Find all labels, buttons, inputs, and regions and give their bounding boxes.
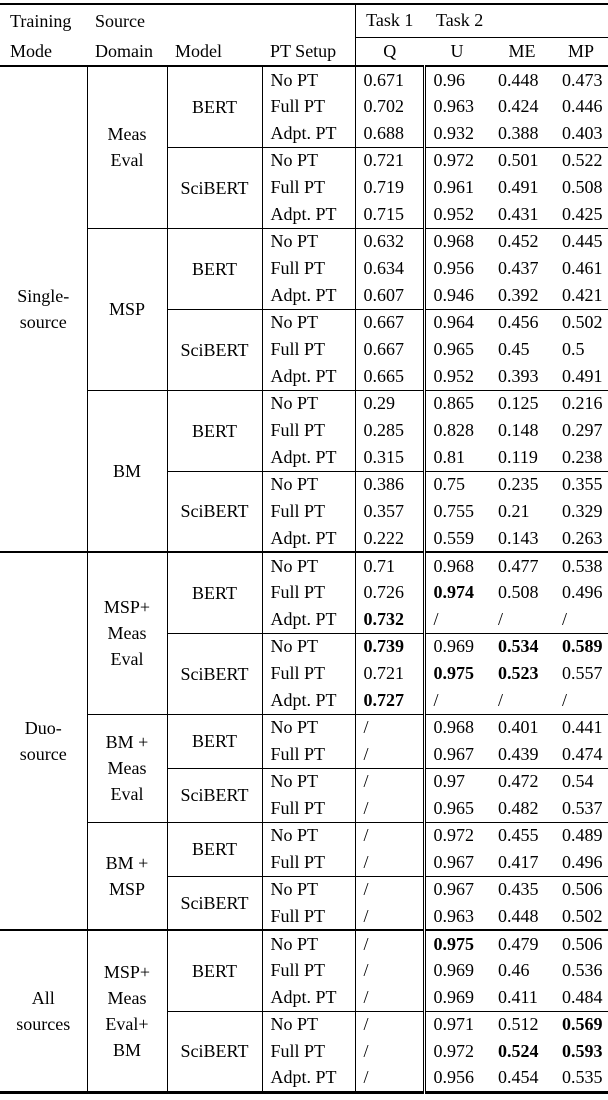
q-value: /: [355, 984, 424, 1011]
u-value: 0.969: [424, 633, 490, 660]
header-spacer: [167, 4, 262, 37]
q-value: 0.357: [355, 498, 424, 525]
u-value: 0.975: [424, 930, 490, 957]
mp-value: 0.445: [554, 228, 608, 255]
me-value: 0.477: [490, 552, 554, 579]
model-cell: SciBERT: [167, 147, 262, 228]
mode-label-line: Single-: [17, 286, 70, 306]
mp-value: 0.297: [562, 420, 603, 440]
me-value: 0.512: [490, 1011, 554, 1038]
mp-value: /: [562, 608, 568, 629]
me-value: 0.125: [490, 390, 554, 417]
u-value: 0.559: [433, 527, 474, 548]
u-value: 0.968: [424, 552, 490, 579]
mode-label-line: sources: [16, 1013, 71, 1034]
pt-setup-cell: No PT: [262, 1011, 355, 1038]
header-pt-setup: PT Setup: [262, 37, 355, 66]
mp-value: 0.506: [554, 876, 608, 903]
mp-value: 0.537: [562, 797, 603, 818]
mp-value: 0.484: [562, 986, 603, 1007]
u-value: 0.952: [433, 203, 474, 224]
u-value: 0.974: [433, 582, 474, 602]
domain-label-line: MSP+: [103, 597, 151, 618]
u-value: 0.963: [433, 905, 474, 926]
pt-setup-cell: Adpt. PT: [262, 120, 355, 147]
source-domain-cell: [87, 228, 167, 390]
mp-value: 0.216: [554, 390, 608, 417]
header-row-1: [0, 4, 608, 37]
model-cell: BERT: [167, 822, 262, 876]
mp-value: 0.496: [562, 582, 603, 602]
header-task2: Task 2: [424, 4, 608, 37]
mp-value: 0.502: [562, 905, 603, 926]
me-value: 0.448: [498, 905, 539, 926]
u-value: 0.946: [433, 284, 474, 305]
u-value: 0.969: [433, 986, 474, 1007]
u-value: 0.965: [433, 797, 474, 818]
source-domain-cell: [87, 930, 167, 1092]
u-value: 0.755: [433, 501, 474, 521]
me-value: 0.472: [490, 768, 554, 795]
header-training: Training: [10, 10, 72, 31]
pt-setup-cell: Full PT: [262, 741, 355, 768]
table-row: [0, 822, 608, 849]
q-value: 0.727: [355, 687, 424, 714]
q-value: 0.667: [355, 336, 424, 363]
me-value: 0.235: [490, 471, 554, 498]
mp-value: 0.536: [562, 960, 603, 980]
pt-setup-cell: Adpt. PT: [262, 984, 355, 1011]
pt-setup-cell: Full PT: [262, 417, 355, 444]
q-value: /: [355, 1011, 424, 1038]
mode-label-line: Duo-: [24, 718, 62, 738]
mp-value: 0.506: [554, 930, 608, 957]
me-value: 0.431: [498, 203, 539, 224]
me-value: 0.417: [498, 851, 539, 872]
mp-value: 0.441: [554, 714, 608, 741]
me-value: 0.435: [490, 876, 554, 903]
pt-setup-cell: No PT: [262, 552, 355, 579]
training-mode-cell: [0, 66, 87, 552]
u-value: 0.963: [433, 96, 474, 116]
pt-setup-cell: Full PT: [262, 336, 355, 363]
me-value: 0.448: [498, 69, 539, 90]
model-cell: BERT: [167, 930, 262, 1011]
pt-setup-cell: Full PT: [262, 1038, 355, 1065]
q-value: 0.632: [355, 228, 424, 255]
mp-value: 0.489: [554, 822, 608, 849]
domain-label-line: Eval: [110, 784, 144, 804]
domain-label-line: BM: [112, 460, 141, 481]
me-value: 0.401: [490, 714, 554, 741]
q-value: 0.667: [355, 309, 424, 336]
me-value: 0.21: [498, 501, 530, 521]
me-value: 0.424: [498, 96, 539, 116]
u-value: 0.964: [424, 309, 490, 336]
q-value: 0.671: [355, 66, 424, 93]
pt-setup-cell: Adpt. PT: [262, 606, 355, 633]
q-value: 0.665: [355, 363, 424, 390]
header-spacer: [262, 4, 355, 37]
model-cell: SciBERT: [167, 309, 262, 390]
table-row: [0, 66, 608, 93]
pt-setup-cell: Full PT: [262, 660, 355, 687]
q-value: 0.715: [355, 201, 424, 228]
q-value: /: [355, 1038, 424, 1065]
me-value: 0.456: [490, 309, 554, 336]
mp-value: 0.54: [554, 768, 608, 795]
u-value: 0.968: [424, 228, 490, 255]
pt-setup-cell: Adpt. PT: [262, 1065, 355, 1092]
pt-setup-cell: Full PT: [262, 957, 355, 984]
pt-setup-cell: Adpt. PT: [262, 201, 355, 228]
pt-setup-cell: No PT: [262, 633, 355, 660]
pt-setup-cell: No PT: [262, 876, 355, 903]
source-domain-cell: [87, 552, 167, 714]
domain-label-line: Meas: [107, 124, 147, 145]
q-value: 0.702: [355, 93, 424, 120]
me-value: 0.501: [490, 147, 554, 174]
mp-value: 0.421: [562, 284, 603, 305]
header-model: Model: [167, 37, 262, 66]
q-value: 0.285: [355, 417, 424, 444]
pt-setup-cell: No PT: [262, 822, 355, 849]
source-domain-cell: [87, 390, 167, 552]
domain-label-line: Eval: [110, 649, 144, 670]
q-value: /: [355, 903, 424, 930]
header-metric-u: U: [424, 37, 490, 66]
pt-setup-cell: Adpt. PT: [262, 525, 355, 552]
u-value: 0.828: [433, 420, 474, 440]
u-value: 0.961: [433, 177, 474, 197]
u-value: 0.956: [433, 258, 474, 278]
u-value: /: [433, 608, 439, 629]
pt-setup-cell: No PT: [262, 390, 355, 417]
model-cell: SciBERT: [167, 1011, 262, 1092]
me-value: 0.534: [490, 633, 554, 660]
u-value: 0.975: [433, 663, 474, 683]
q-value: 0.732: [355, 606, 424, 633]
pt-setup-cell: Full PT: [262, 579, 355, 606]
table-row: [0, 930, 608, 957]
training-mode-cell: [0, 930, 87, 1092]
mp-value: 0.425: [562, 203, 603, 224]
header-row-2: [0, 37, 608, 66]
q-value: /: [355, 1065, 424, 1092]
header-source: Source: [95, 10, 145, 31]
q-value: 0.719: [355, 174, 424, 201]
q-value: 0.71: [355, 552, 424, 579]
q-value: 0.315: [355, 444, 424, 471]
mp-value: 0.474: [562, 743, 603, 764]
u-value: 0.956: [433, 1067, 474, 1088]
me-value: /: [498, 608, 504, 629]
mp-value: 0.557: [562, 663, 603, 683]
u-value: 0.952: [433, 365, 474, 386]
pt-setup-cell: Full PT: [262, 903, 355, 930]
me-value: 0.437: [498, 258, 539, 278]
me-value: 0.479: [490, 930, 554, 957]
q-value: /: [355, 957, 424, 984]
u-value: 0.969: [433, 960, 474, 980]
u-value: 0.865: [424, 390, 490, 417]
source-domain-cell: [87, 714, 167, 822]
model-cell: BERT: [167, 714, 262, 768]
domain-label-line: BM +: [105, 852, 149, 873]
mp-value: /: [562, 689, 568, 710]
mp-value: 0.569: [554, 1011, 608, 1038]
header-metric-mp: MP: [554, 37, 608, 66]
me-value: 0.524: [498, 1041, 539, 1061]
u-value: 0.81: [433, 446, 465, 467]
q-value: /: [355, 849, 424, 876]
mp-value: 0.496: [562, 851, 603, 872]
me-value: 0.148: [498, 420, 539, 440]
mode-label-line: All: [31, 987, 55, 1008]
mp-value: 0.5: [562, 339, 585, 359]
q-value: /: [355, 768, 424, 795]
header-task1: Task 1: [355, 4, 424, 37]
q-value: 0.721: [355, 660, 424, 687]
domain-label-line: Eval+: [105, 1013, 149, 1034]
mp-value: 0.502: [554, 309, 608, 336]
model-cell: SciBERT: [167, 471, 262, 552]
mp-value: 0.535: [562, 1067, 603, 1088]
q-value: 0.726: [355, 579, 424, 606]
mp-value: 0.355: [554, 471, 608, 498]
u-value: 0.932: [433, 122, 474, 143]
mp-value: 0.491: [562, 365, 603, 386]
mp-value: 0.461: [562, 258, 603, 278]
q-value: /: [355, 822, 424, 849]
pt-setup-cell: No PT: [262, 714, 355, 741]
q-value: /: [355, 930, 424, 957]
pt-setup-cell: Full PT: [262, 849, 355, 876]
domain-label-line: MSP: [108, 299, 146, 319]
u-value: 0.967: [433, 851, 474, 872]
model-cell: SciBERT: [167, 768, 262, 822]
me-value: 0.393: [498, 365, 539, 386]
q-value: 0.607: [355, 282, 424, 309]
pt-setup-cell: Full PT: [262, 498, 355, 525]
source-domain-cell: [87, 66, 167, 228]
me-value: 0.119: [498, 446, 538, 467]
model-cell: SciBERT: [167, 633, 262, 714]
pt-setup-cell: No PT: [262, 66, 355, 93]
header-metric-me: ME: [490, 37, 554, 66]
model-cell: BERT: [167, 390, 262, 471]
q-value: /: [355, 876, 424, 903]
q-value: /: [355, 741, 424, 768]
mp-value: 0.593: [562, 1041, 603, 1061]
me-value: 0.482: [498, 797, 539, 818]
domain-label-line: Meas: [107, 623, 147, 644]
source-domain-cell: [87, 822, 167, 930]
u-value: 0.971: [424, 1011, 490, 1038]
me-value: 0.392: [498, 284, 539, 305]
table-row: [0, 390, 608, 417]
domain-label-line: BM +: [105, 732, 149, 752]
pt-setup-cell: Adpt. PT: [262, 282, 355, 309]
domain-label-line: MSP: [108, 878, 146, 899]
me-value: 0.455: [490, 822, 554, 849]
me-value: 0.411: [498, 986, 538, 1007]
pt-setup-cell: No PT: [262, 768, 355, 795]
table-row: [0, 552, 608, 579]
pt-setup-cell: Full PT: [262, 93, 355, 120]
u-value: 0.968: [424, 714, 490, 741]
u-value: 0.967: [424, 876, 490, 903]
domain-label-line: Eval: [110, 150, 144, 171]
q-value: 0.634: [355, 255, 424, 282]
header-domain: Domain: [87, 37, 167, 66]
u-value: 0.97: [424, 768, 490, 795]
q-value: /: [355, 714, 424, 741]
me-value: 0.46: [498, 960, 530, 980]
q-value: 0.222: [355, 525, 424, 552]
mode-label-line: source: [19, 744, 67, 764]
pt-setup-cell: Full PT: [262, 174, 355, 201]
domain-label-line: BM: [112, 1039, 141, 1060]
q-value: 0.721: [355, 147, 424, 174]
me-value: 0.143: [498, 527, 539, 548]
u-value: /: [433, 689, 439, 710]
u-value: 0.96: [433, 69, 465, 90]
u-value: 0.972: [433, 1041, 474, 1061]
u-value: 0.965: [433, 339, 474, 359]
me-value: 0.439: [498, 743, 539, 764]
q-value: 0.29: [355, 390, 424, 417]
q-value: /: [355, 795, 424, 822]
model-cell: SciBERT: [167, 876, 262, 930]
mp-value: 0.522: [554, 147, 608, 174]
me-value: 0.508: [498, 582, 539, 602]
header-metric-q: Q: [355, 37, 424, 66]
mp-value: 0.538: [554, 552, 608, 579]
q-value: 0.386: [355, 471, 424, 498]
me-value: 0.491: [498, 177, 539, 197]
mp-value: 0.238: [562, 446, 603, 467]
pt-setup-cell: Adpt. PT: [262, 444, 355, 471]
me-value: 0.454: [498, 1067, 539, 1088]
me-value: 0.45: [498, 339, 530, 359]
mode-label-line: source: [19, 312, 67, 332]
model-cell: BERT: [167, 552, 262, 633]
mp-value: 0.589: [554, 633, 608, 660]
model-cell: BERT: [167, 228, 262, 309]
me-value: /: [498, 689, 504, 710]
u-value: 0.972: [424, 147, 490, 174]
u-value: 0.967: [433, 743, 474, 764]
pt-setup-cell: No PT: [262, 228, 355, 255]
table-row: [0, 714, 608, 741]
pt-setup-cell: No PT: [262, 930, 355, 957]
me-value: 0.523: [498, 663, 539, 683]
header-mode: Mode: [0, 37, 87, 66]
mp-value: 0.508: [562, 177, 603, 197]
pt-setup-cell: Full PT: [262, 795, 355, 822]
me-value: 0.452: [490, 228, 554, 255]
pt-setup-cell: No PT: [262, 309, 355, 336]
model-cell: BERT: [167, 66, 262, 147]
mp-value: 0.403: [562, 122, 603, 143]
pt-setup-cell: Full PT: [262, 255, 355, 282]
u-value: 0.75: [424, 471, 490, 498]
domain-label-line: MSP+: [103, 961, 151, 982]
me-value: 0.388: [498, 122, 539, 143]
pt-setup-cell: Adpt. PT: [262, 363, 355, 390]
q-value: 0.739: [355, 633, 424, 660]
mp-value: 0.446: [562, 96, 603, 116]
mp-value: 0.263: [562, 527, 603, 548]
table-row: [0, 228, 608, 255]
mp-value: 0.473: [562, 69, 603, 90]
pt-setup-cell: Adpt. PT: [262, 687, 355, 714]
domain-label-line: Meas: [107, 758, 147, 778]
u-value: 0.972: [424, 822, 490, 849]
pt-setup-cell: No PT: [262, 147, 355, 174]
pt-setup-cell: No PT: [262, 471, 355, 498]
mp-value: 0.329: [562, 501, 603, 521]
q-value: 0.688: [355, 120, 424, 147]
domain-label-line: Meas: [107, 987, 147, 1008]
results-table: [0, 3, 608, 1094]
training-mode-cell: [0, 552, 87, 930]
